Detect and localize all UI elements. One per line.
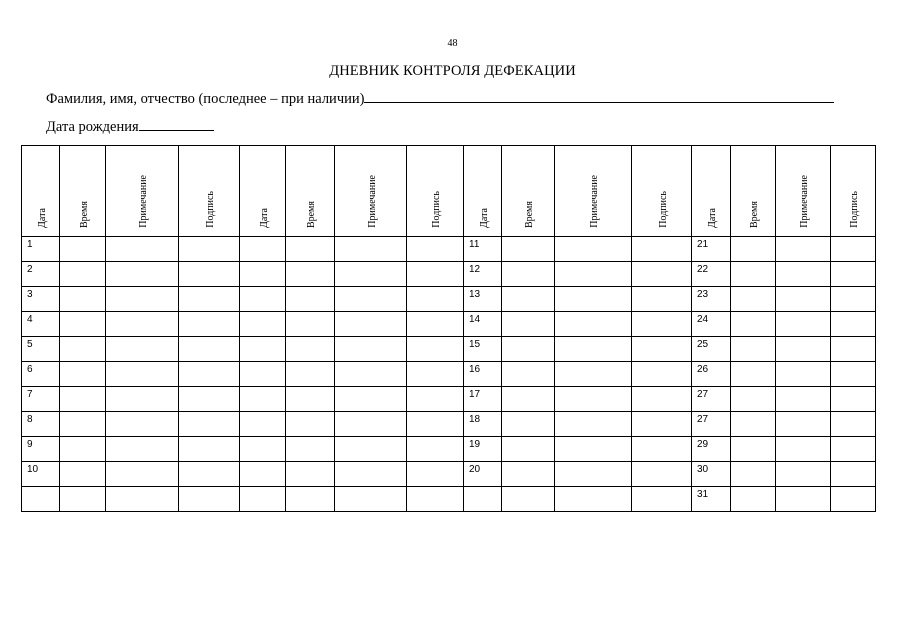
table-cell[interactable] — [464, 262, 502, 287]
table-cell[interactable] — [106, 262, 179, 287]
column-header-date-1 — [22, 146, 60, 237]
day-number: 24 — [697, 314, 709, 325]
table-cell[interactable] — [60, 337, 106, 362]
day-number — [464, 487, 501, 489]
day-number: 21 — [697, 239, 709, 250]
table-cell[interactable] — [407, 287, 464, 312]
table-cell[interactable] — [335, 387, 407, 412]
table-body — [22, 237, 876, 512]
table-cell[interactable] — [106, 387, 179, 412]
table-cell[interactable] — [731, 387, 776, 412]
page-number: 48 — [447, 38, 458, 49]
table-cell[interactable] — [632, 362, 692, 387]
day-number: 16 — [469, 364, 481, 375]
day-number: 19 — [469, 439, 481, 450]
table-cell[interactable] — [831, 362, 876, 387]
table-cell[interactable] — [106, 312, 179, 337]
column-header-label: Примечание — [589, 175, 600, 228]
column-header-signature-2 — [407, 146, 464, 237]
table-cell[interactable] — [555, 312, 632, 337]
table-cell[interactable] — [831, 337, 876, 362]
day-number: 22 — [697, 264, 709, 275]
table-cell[interactable] — [240, 237, 286, 262]
table-cell[interactable] — [286, 312, 335, 337]
table-cell[interactable] — [60, 487, 106, 512]
table-cell[interactable] — [502, 337, 555, 362]
table-cell[interactable] — [60, 437, 106, 462]
table-cell[interactable] — [464, 337, 502, 362]
table-cell[interactable] — [831, 237, 876, 262]
column-header-signature-3 — [632, 146, 692, 237]
table-cell[interactable] — [407, 312, 464, 337]
table-cell[interactable] — [731, 262, 776, 287]
table-cell[interactable] — [776, 262, 831, 287]
table-cell[interactable] — [776, 237, 831, 262]
table-cell[interactable] — [776, 387, 831, 412]
table-cell[interactable] — [632, 237, 692, 262]
table-row — [22, 462, 876, 487]
day-number: 18 — [469, 414, 481, 425]
day-number: 14 — [469, 314, 481, 325]
table-cell[interactable] — [60, 387, 106, 412]
table-cell[interactable] — [60, 262, 106, 287]
table-cell[interactable] — [60, 237, 106, 262]
table-cell[interactable] — [831, 387, 876, 412]
table-cell[interactable] — [407, 412, 464, 437]
day-number: 23 — [697, 289, 709, 300]
column-header-label: Время — [749, 200, 760, 228]
table-cell[interactable] — [286, 287, 335, 312]
column-header-label: Время — [524, 200, 535, 228]
table-cell[interactable] — [60, 312, 106, 337]
table-cell[interactable] — [502, 262, 555, 287]
birth-date-blank-line — [139, 119, 214, 131]
table-cell[interactable] — [692, 362, 731, 387]
table-cell[interactable] — [502, 287, 555, 312]
table-cell[interactable] — [692, 487, 731, 512]
table-cell[interactable] — [240, 387, 286, 412]
table-cell[interactable] — [632, 287, 692, 312]
table-cell[interactable] — [335, 462, 407, 487]
birth-date-field — [46, 119, 214, 136]
table-cell[interactable] — [555, 362, 632, 387]
table-cell[interactable] — [407, 487, 464, 512]
table-cell[interactable] — [335, 437, 407, 462]
day-number: 27 — [697, 389, 709, 400]
table-cell[interactable] — [286, 262, 335, 287]
table-cell[interactable] — [632, 262, 692, 287]
column-header-time-3 — [502, 146, 555, 237]
table-cell[interactable] — [776, 312, 831, 337]
table-cell[interactable] — [106, 362, 179, 387]
table-cell[interactable] — [464, 487, 502, 512]
table-cell[interactable] — [502, 437, 555, 462]
table-cell[interactable] — [692, 387, 731, 412]
day-number: 29 — [697, 439, 709, 450]
defecation-diary-table — [21, 145, 876, 512]
day-number: 13 — [469, 289, 481, 300]
table-cell[interactable] — [831, 262, 876, 287]
table-cell[interactable] — [286, 487, 335, 512]
column-header-note-3 — [555, 146, 632, 237]
day-number: 12 — [469, 264, 481, 275]
table-cell[interactable] — [632, 412, 692, 437]
table-cell[interactable] — [776, 412, 831, 437]
table-cell[interactable] — [179, 312, 240, 337]
table-cell[interactable] — [286, 437, 335, 462]
table-cell[interactable] — [22, 262, 60, 287]
table-cell[interactable] — [632, 487, 692, 512]
table-cell[interactable] — [22, 437, 60, 462]
column-header-label: Дата — [258, 208, 270, 228]
table-cell[interactable] — [555, 337, 632, 362]
table-cell[interactable] — [179, 462, 240, 487]
day-number: 15 — [469, 339, 481, 350]
column-header-note-1 — [106, 146, 179, 237]
table-cell[interactable] — [555, 462, 632, 487]
table-cell[interactable] — [240, 312, 286, 337]
column-header-label: Примечание — [138, 175, 149, 228]
table-cell[interactable] — [335, 262, 407, 287]
table-cell[interactable] — [106, 337, 179, 362]
column-header-label: Примечание — [366, 175, 378, 228]
header-row — [22, 146, 876, 237]
table-cell[interactable] — [831, 487, 876, 512]
table-cell[interactable] — [502, 312, 555, 337]
table-cell[interactable] — [692, 462, 731, 487]
day-number: 31 — [697, 489, 709, 500]
table-cell[interactable] — [240, 262, 286, 287]
table-cell[interactable] — [240, 337, 286, 362]
table-cell[interactable] — [179, 337, 240, 362]
table-cell[interactable] — [776, 487, 831, 512]
column-header-time-1 — [60, 146, 106, 237]
column-header-label: Время — [306, 200, 317, 228]
day-number: 2 — [27, 264, 33, 275]
table-cell[interactable] — [502, 462, 555, 487]
column-header-label: Подпись — [431, 191, 442, 228]
table-cell[interactable] — [286, 462, 335, 487]
table-cell[interactable] — [407, 337, 464, 362]
column-header-label: Подпись — [849, 191, 860, 228]
table-cell[interactable] — [464, 287, 502, 312]
day-number: 26 — [697, 364, 709, 375]
day-number: 6 — [27, 364, 33, 375]
table-cell[interactable] — [22, 487, 60, 512]
table-row — [22, 312, 876, 337]
column-header-label: Дата — [707, 208, 718, 228]
column-header-signature-4 — [831, 146, 876, 237]
column-header-time-4 — [731, 146, 776, 237]
table-cell[interactable] — [776, 362, 831, 387]
table-cell[interactable] — [179, 412, 240, 437]
column-header-signature-1 — [179, 146, 240, 237]
column-header-note-4 — [776, 146, 831, 237]
table-cell[interactable] — [179, 362, 240, 387]
table-cell[interactable] — [106, 487, 179, 512]
table-cell[interactable] — [60, 362, 106, 387]
table-cell[interactable] — [831, 437, 876, 462]
table-cell[interactable] — [831, 312, 876, 337]
full-name-field — [46, 91, 834, 108]
column-header-label: Подпись — [205, 191, 216, 228]
table-cell[interactable] — [286, 412, 335, 437]
table-cell[interactable] — [464, 362, 502, 387]
table-cell[interactable] — [731, 462, 776, 487]
table-row — [22, 362, 876, 387]
table-cell[interactable] — [555, 287, 632, 312]
table-cell[interactable] — [22, 312, 60, 337]
table-cell[interactable] — [831, 287, 876, 312]
table-cell[interactable] — [106, 287, 179, 312]
column-header-time-2 — [286, 146, 335, 237]
day-number: 17 — [469, 389, 481, 400]
table-cell[interactable] — [502, 237, 555, 262]
table-cell[interactable] — [776, 437, 831, 462]
table-cell[interactable] — [179, 437, 240, 462]
table-cell[interactable] — [106, 412, 179, 437]
table-row — [22, 387, 876, 412]
table-cell[interactable] — [286, 362, 335, 387]
table-cell[interactable] — [731, 362, 776, 387]
full-name-label: Фамилия, имя, отчество (последнее – при наличии) — [46, 91, 365, 107]
table-cell[interactable] — [692, 237, 731, 262]
table-cell[interactable] — [464, 387, 502, 412]
table-cell[interactable] — [407, 362, 464, 387]
table-cell[interactable] — [240, 462, 286, 487]
table-cell[interactable] — [555, 387, 632, 412]
table-cell[interactable] — [502, 387, 555, 412]
table-cell[interactable] — [555, 237, 632, 262]
day-number: 3 — [27, 289, 33, 300]
table-row — [22, 412, 876, 437]
table-cell[interactable] — [286, 237, 335, 262]
table-cell[interactable] — [632, 312, 692, 337]
day-number: 5 — [27, 339, 33, 350]
day-number: 27 — [697, 414, 709, 425]
table-row — [22, 237, 876, 262]
table-cell[interactable] — [692, 437, 731, 462]
table-cell[interactable] — [731, 412, 776, 437]
table-cell[interactable] — [22, 412, 60, 437]
table-cell[interactable] — [407, 262, 464, 287]
table-cell[interactable] — [240, 487, 286, 512]
table-cell[interactable] — [407, 237, 464, 262]
day-number: 25 — [697, 339, 709, 350]
table-cell[interactable] — [60, 287, 106, 312]
table-cell[interactable] — [240, 362, 286, 387]
full-name-blank-line — [364, 91, 834, 103]
table-cell[interactable] — [179, 387, 240, 412]
table-row — [22, 487, 876, 512]
table-cell[interactable] — [731, 437, 776, 462]
table-cell[interactable] — [692, 337, 731, 362]
document-title: ДНЕВНИК КОНТРОЛЯ ДЕФЕКАЦИИ — [329, 63, 576, 79]
day-number — [22, 487, 59, 489]
table-cell[interactable] — [776, 462, 831, 487]
column-header-date-4 — [692, 146, 731, 237]
column-header-label: Примечание — [799, 175, 810, 228]
table-cell[interactable] — [776, 337, 831, 362]
table-cell[interactable] — [632, 437, 692, 462]
table-cell[interactable] — [731, 487, 776, 512]
birth-date-label: Дата рождения — [46, 119, 139, 135]
day-number: 10 — [27, 464, 39, 475]
table-cell[interactable] — [692, 287, 731, 312]
table-cell[interactable] — [335, 287, 407, 312]
table-cell[interactable] — [335, 487, 407, 512]
column-header-label: Дата — [36, 208, 48, 228]
day-number: 11 — [469, 239, 480, 250]
table-cell[interactable] — [831, 462, 876, 487]
table-cell[interactable] — [407, 462, 464, 487]
table-cell[interactable] — [731, 337, 776, 362]
table-cell[interactable] — [179, 262, 240, 287]
table-row — [22, 287, 876, 312]
table-cell[interactable] — [692, 262, 731, 287]
table-cell[interactable] — [240, 287, 286, 312]
table-cell[interactable] — [464, 437, 502, 462]
table-cell[interactable] — [22, 362, 60, 387]
table-cell[interactable] — [632, 337, 692, 362]
table-cell[interactable] — [464, 237, 502, 262]
table-cell[interactable] — [240, 412, 286, 437]
table-cell[interactable] — [22, 387, 60, 412]
table-cell[interactable] — [731, 312, 776, 337]
column-header-date-3 — [464, 146, 502, 237]
table-cell[interactable] — [502, 412, 555, 437]
table-cell[interactable] — [22, 237, 60, 262]
table-cell[interactable] — [502, 362, 555, 387]
day-number: 9 — [27, 439, 33, 450]
table-cell[interactable] — [179, 487, 240, 512]
table-cell[interactable] — [407, 437, 464, 462]
column-header-label: Подпись — [657, 191, 669, 228]
table-cell[interactable] — [286, 337, 335, 362]
table-cell[interactable] — [60, 412, 106, 437]
table-cell[interactable] — [502, 487, 555, 512]
table-cell[interactable] — [776, 287, 831, 312]
day-number: 7 — [27, 389, 33, 400]
table-cell[interactable] — [407, 387, 464, 412]
table-cell[interactable] — [335, 312, 407, 337]
day-number: 20 — [469, 464, 481, 475]
table-cell[interactable] — [692, 312, 731, 337]
table-cell[interactable] — [335, 412, 407, 437]
table-cell[interactable] — [240, 437, 286, 462]
table-cell[interactable] — [731, 287, 776, 312]
table-cell[interactable] — [22, 337, 60, 362]
table-cell[interactable] — [335, 237, 407, 262]
table-cell[interactable] — [335, 362, 407, 387]
table-cell[interactable] — [335, 337, 407, 362]
table-cell[interactable] — [632, 462, 692, 487]
day-number: 1 — [27, 239, 33, 250]
day-number: 8 — [27, 414, 33, 425]
day-number: 4 — [27, 314, 33, 325]
table-cell[interactable] — [464, 462, 502, 487]
column-header-label: Время — [78, 200, 90, 228]
table-cell[interactable] — [106, 237, 179, 262]
table-cell[interactable] — [555, 262, 632, 287]
table-cell[interactable] — [106, 437, 179, 462]
table-cell[interactable] — [555, 487, 632, 512]
column-header-date-2 — [240, 146, 286, 237]
table-cell[interactable] — [731, 237, 776, 262]
table-cell[interactable] — [179, 287, 240, 312]
table-cell[interactable] — [632, 387, 692, 412]
table-cell[interactable] — [286, 387, 335, 412]
table-cell[interactable] — [555, 437, 632, 462]
column-header-label: Дата — [478, 208, 490, 228]
table-cell[interactable] — [60, 462, 106, 487]
table-row — [22, 337, 876, 362]
table-cell[interactable] — [831, 412, 876, 437]
table-cell[interactable] — [22, 462, 60, 487]
table-row — [22, 437, 876, 462]
table-cell[interactable] — [692, 412, 731, 437]
table-cell[interactable] — [464, 312, 502, 337]
table-cell[interactable] — [464, 412, 502, 437]
column-header-note-2 — [335, 146, 407, 237]
day-number: 30 — [697, 464, 709, 475]
table-row — [22, 262, 876, 287]
table-cell[interactable] — [106, 462, 179, 487]
table-cell[interactable] — [22, 287, 60, 312]
table-cell[interactable] — [179, 237, 240, 262]
table-cell[interactable] — [555, 412, 632, 437]
